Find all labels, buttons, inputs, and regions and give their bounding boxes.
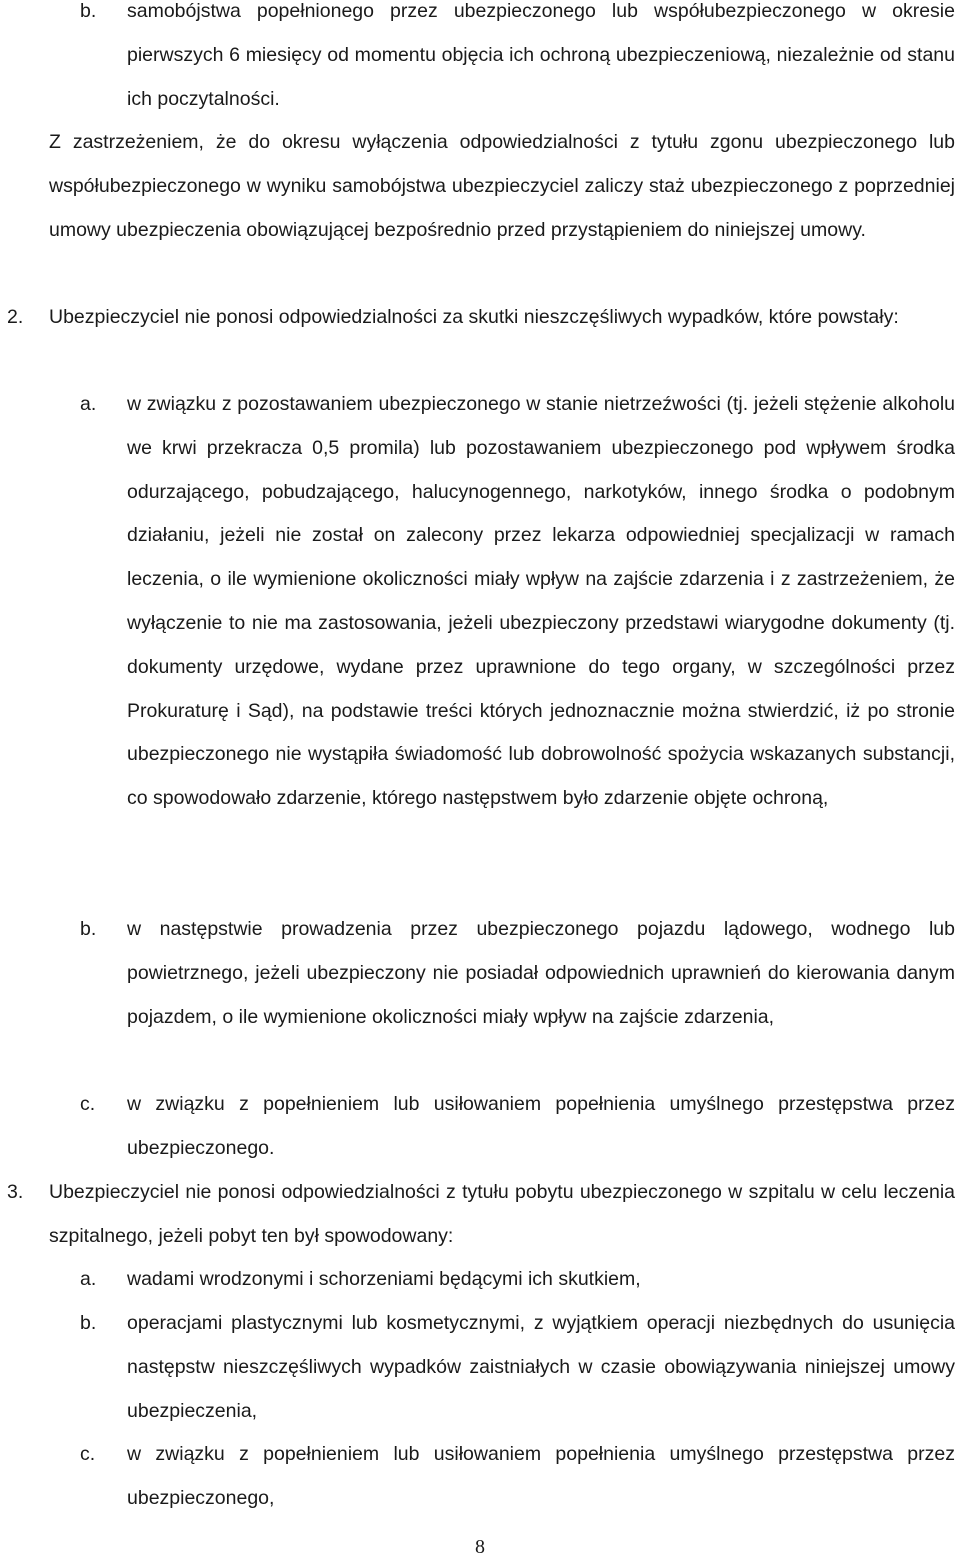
section-intro: Ubezpieczyciel nie ponosi odpowiedzialności z tytułu pobytu ubezpieczonego w szpitalu w celu leczenia szpitalnego, jeżeli pobyt ten był spowodowany: [49, 1181, 955, 1247]
section-number: 3. [7, 1181, 24, 1203]
section-number: 2. [7, 306, 24, 328]
item-marker: a. [80, 393, 97, 415]
item-marker: b. [80, 0, 97, 22]
item-marker: c. [80, 1443, 96, 1465]
item-marker: b. [80, 918, 97, 940]
section-intro: Ubezpieczyciel nie ponosi odpowiedzialności za skutki nieszczęśliwych wypadków, które powstały: [49, 306, 899, 328]
page-number: 8 [475, 1536, 485, 1558]
reservation-paragraph: Z zastrzeżeniem, że do okresu wyłączenia odpowiedzialności z tytułu zgonu ubezpieczonego lub współubezpieczonego w wyniku samobójstwa ubezpieczyciel zaliczy staż ubezpieczonego z poprzedniej umowy ubezpieczenia obowiązującej bezpośrednio przed przystąpieniem do niniejszej umowy. [49, 131, 955, 241]
list-item-text: w związku z popełnieniem lub usiłowaniem popełnienia umyślnego przestępstwa przez ubezpieczonego, [127, 1443, 955, 1509]
item-marker: c. [80, 1093, 96, 1115]
list-item-text: w następstwie prowadzenia przez ubezpieczonego pojazdu lądowego, wodnego lub powietrznego, jeżeli ubezpieczony nie posiadał odpowiednich uprawnień do kierowania danym pojazdem, o ile wymienione okoliczności miały wpływ na zajście zdarzenia, [127, 918, 955, 1028]
list-item-text: wadami wrodzonymi i schorzeniami będącymi ich skutkiem, [127, 1268, 641, 1290]
list-item-text: operacjami plastycznymi lub kosmetycznymi, z wyjątkiem operacji niezbędnych do usunięcia następstw nieszczęśliwych wypadków zaistniałych w czasie obowiązywania niniejszej umowy ubezpieczenia, [127, 1312, 955, 1422]
list-item-text: w związku z popełnieniem lub usiłowaniem popełnienia umyślnego przestępstwa przez ubezpieczonego. [127, 1093, 955, 1159]
list-item-text: w związku z pozostawaniem ubezpieczonego w stanie nietrzeźwości (tj. jeżeli stężenie alkoholu we krwi przekracza 0,5 promila) lub pozostawaniem ubezpieczonego pod wpływem środka odurzającego, pobudzającego, halucynogennego, narkotyków, innego środka o podobnym działaniu, jeżeli nie został on zalecony przez lekarza odpowiedniej specjalizacji w ramach leczenia, o ile wymienione okoliczności miały wpływ na zajście zdarzenia i z zastrzeżeniem, że wyłączenie to nie ma zastosowania, jeżeli ubezpieczony przedstawi wiarygodne dokumenty (tj. dokumenty urzędowe, wydane przez uprawnione do tego organy, w szczególności przez Prokuraturę i Sąd), na podstawie treści których jednoznacznie można stwierdzić, iż po stronie ubezpieczonego nie wystąpiła świadomość lub dobrowolność spożycia wskazanych substancji, co spowodowało zdarzenie, którego następstwem było zdarzenie objęte ochroną, [127, 393, 955, 810]
list-item-text: samobójstwa popełnionego przez ubezpieczonego lub współubezpieczonego w okresie pierwszych 6 miesięcy od momentu objęcia ich ochroną ubezpieczeniową, niezależnie od stanu ich poczytalności. [127, 0, 955, 110]
item-marker: b. [80, 1312, 97, 1334]
item-marker: a. [80, 1268, 97, 1290]
